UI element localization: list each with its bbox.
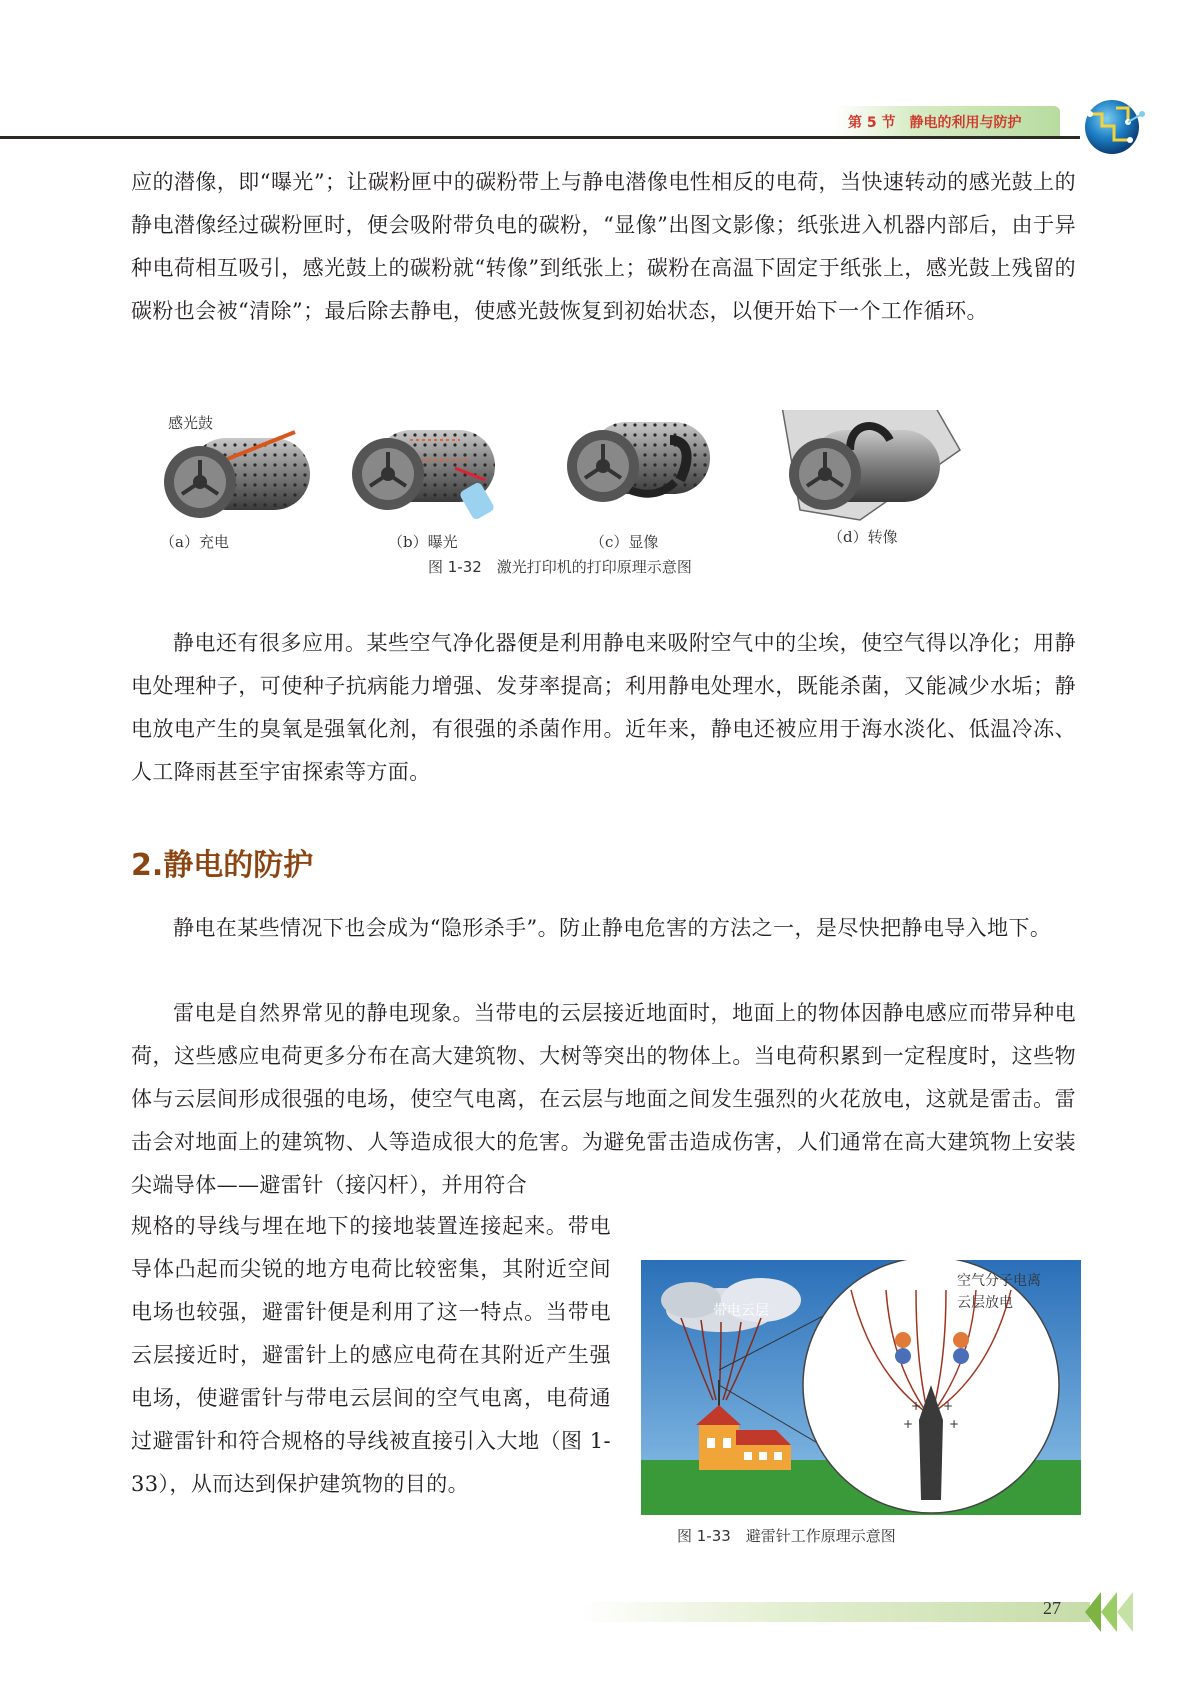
panel-b-label: （b）曝光 xyxy=(388,533,458,551)
drum-a-icon xyxy=(164,432,310,518)
drum-d-icon xyxy=(780,410,960,520)
paragraph-hidden-killer: 静电在某些情况下也会成为“隐形杀手”。防止静电危害的方法之一，是尽快把静电导入地下。 xyxy=(173,916,1052,940)
svg-text:+: + xyxy=(949,1417,960,1431)
figure-lightning-rod xyxy=(641,1260,1081,1550)
header-rule xyxy=(0,136,1080,139)
discharge-label: 云层放电 xyxy=(957,1295,1013,1311)
paragraph-printer-process: 应的潜像，即“曝光”；让碳粉匣中的碳粉带上与静电潜像电性相反的电荷，当快速转动的感光鼓上的静电潜像经过碳粉匣时，便会吸附带负电的碳粉，“显像”出图文影像；纸张进入机器内部后，由于异种电荷相互吸引，感光鼓上的碳粉就“转像”到纸张上；碳粉在高温下固定于纸张上，感光鼓上残留的碳粉也会被“清除”；最后除去静电，使感光鼓恢复到初始状态，以便开始下一个工作循环。 xyxy=(131,170,1076,323)
cloud-label: 带电云层 xyxy=(713,1303,769,1319)
figure-laser-printer xyxy=(160,410,1060,610)
page-number: 27 xyxy=(1043,1598,1061,1618)
drum-label: 感光鼓 xyxy=(168,414,214,432)
lightning-rod-illustration xyxy=(641,1260,1081,1515)
svg-text:+: + xyxy=(903,1417,914,1431)
footer-bar xyxy=(580,1602,1090,1622)
paragraph-lightning: 雷电是自然界常见的静电现象。当带电的云层接近地面时，地面上的物体因静电感应而带异种电荷，这些感应电荷更多分布在高大建筑物、大树等突出的物体上。当电荷积累到一定程度时，这些物体与云层间形成很强的电场，使空气电离，在云层与地面之间发生强烈的火花放电，这就是雷击。雷击会对地面上的建筑物、人等造成很大的危害。为避免雷击造成伤害，人们通常在高大建筑物上安装尖端导体——避雷针（接闪杆），并用符合 xyxy=(131,1001,1076,1197)
ionize-label: 空气分子电离 xyxy=(957,1273,1041,1289)
chevron-left-icon xyxy=(1085,1592,1135,1632)
page-header xyxy=(0,96,1191,156)
chapter-section-title: 第 5 节 静电的利用与防护 xyxy=(848,115,1022,131)
paragraph-lightning-rod: 规格的导线与埋在地下的接地装置连接起来。带电导体凸起而尖锐的地方电荷比较密集，其附近空间电场也较强，避雷针便是利用了这一特点。当带电云层接近时，避雷针上的感应电荷在其附近产生强电场，使避雷针与带电云层间的空气电离，电荷通过避雷针和符合规格的导线被直接引入大地（图 1-33），从而达到保护建筑物的目的。 xyxy=(131,1214,611,1496)
magnified-view xyxy=(803,1260,1059,1513)
figure-1-32-caption: 图 1-32 激光打印机的打印原理示意图 xyxy=(428,558,692,576)
drum-c-icon xyxy=(567,422,710,502)
figure-1-33-caption: 图 1-33 避雷针工作原理示意图 xyxy=(677,1527,896,1545)
panel-c-label: （c）显像 xyxy=(590,533,659,551)
svg-text:+: + xyxy=(943,1399,954,1413)
panel-d-label: （d）转像 xyxy=(828,528,898,546)
section-title: 2.静电的防护 xyxy=(131,848,314,883)
svg-text:+: + xyxy=(911,1399,922,1413)
printer-drums-illustration xyxy=(160,410,1060,530)
globe-circuit-icon xyxy=(1080,96,1146,158)
panel-a-label: （a）充电 xyxy=(160,533,229,551)
paragraph-other-applications: 静电还有很多应用。某些空气净化器便是利用静电来吸附空气中的尘埃，使空气得以净化；用静电处理种子，可使种子抗病能力增强、发芽率提高；利用静电处理水，既能杀菌，又能减少水垢；静电放电产生的臭氧是强氧化剂，有很强的杀菌作用。近年来，静电还被应用于海水淡化、低温冷冻、人工降雨甚至宇宙探索等方面。 xyxy=(131,631,1076,784)
drum-b-icon xyxy=(352,430,495,521)
